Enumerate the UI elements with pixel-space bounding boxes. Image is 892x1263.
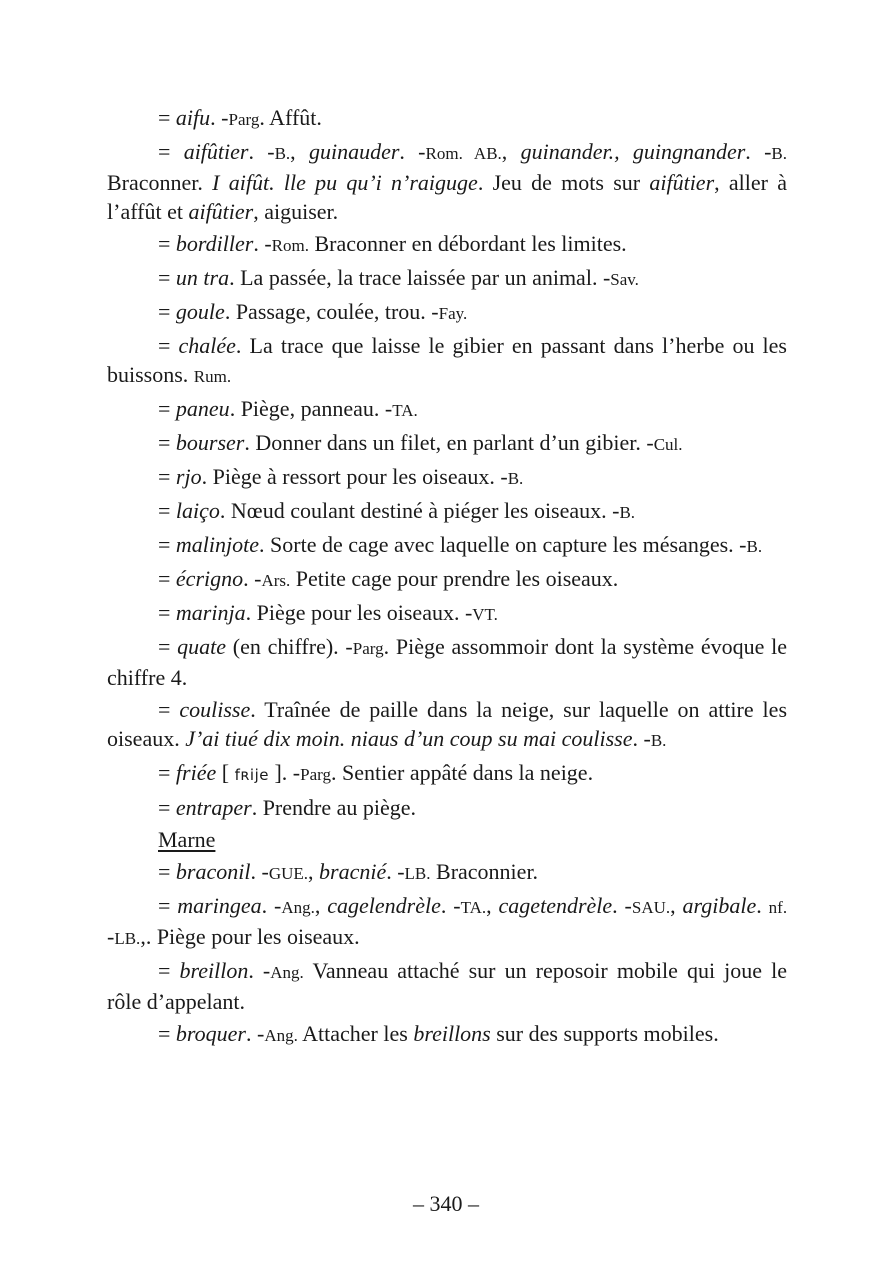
- headword-or-example: J’ai tiué dix moin. niaus d’un coup su mai coulisse: [185, 726, 633, 751]
- source-abbreviation: LB.: [114, 929, 141, 948]
- entry: [107, 103, 787, 134]
- entry: [107, 632, 787, 692]
- entry-text: ,: [308, 859, 320, 884]
- entry: [107, 758, 787, 790]
- headword-or-example: aifûtier: [188, 199, 254, 224]
- headword-or-example: bourser: [175, 430, 245, 455]
- entry-text: ,: [314, 893, 328, 918]
- section-heading-marne: [107, 825, 787, 854]
- entry-text: =: [158, 464, 176, 489]
- entry-text: . Piège assommoir dont la système évoque le chiffre 4.: [107, 634, 787, 690]
- headword-or-example: laiço: [175, 498, 220, 523]
- entry-text: , aiguiser.: [253, 199, 339, 224]
- entry-text: . -: [246, 1021, 265, 1046]
- entry-text: . -: [632, 726, 651, 751]
- headword-or-example: malinjote: [175, 532, 260, 557]
- entry: [107, 496, 787, 527]
- entry-text: =: [158, 396, 176, 421]
- page-number: – 340 –: [413, 1191, 479, 1216]
- entry: [107, 564, 787, 595]
- entry-text: . -: [248, 139, 275, 164]
- entry-text: =: [158, 893, 178, 918]
- entry-text: =: [158, 532, 176, 557]
- entry-text: ,: [290, 139, 309, 164]
- entry-text: Petite cage pour prendre les oiseaux.: [290, 566, 619, 591]
- entry-text: =: [158, 566, 176, 591]
- entry-text: . -: [261, 893, 282, 918]
- entry: [107, 530, 787, 561]
- entry-text: . Nœud coulant destiné à piéger les oiseaux. -: [219, 498, 620, 523]
- entry-text: =: [158, 760, 176, 785]
- headword-or-example: cagelendrèle: [327, 893, 441, 918]
- headword-or-example: friée: [175, 760, 217, 785]
- entry-text: . -: [243, 566, 262, 591]
- headword-or-example: broquer: [175, 1021, 246, 1046]
- headword-or-example: guinauder: [308, 139, 400, 164]
- entry-text: . Passage, coulée, trou. -: [224, 299, 439, 324]
- source-abbreviation: Sav.: [610, 270, 639, 289]
- source-abbreviation: TA.: [460, 898, 487, 917]
- source-abbreviation: Cul.: [653, 435, 683, 454]
- entry-text: =: [158, 1021, 176, 1046]
- source-abbreviation: SAU.: [631, 898, 671, 917]
- headword-or-example: I aifût. lle pu qu’i n’raiguge: [212, 170, 478, 195]
- entry-text: . -: [745, 139, 772, 164]
- entry-text: . -: [250, 859, 269, 884]
- entry-text: . Piège à ressort pour les oiseaux. -: [201, 464, 508, 489]
- entry: [107, 462, 787, 493]
- entry-text: [: [216, 760, 235, 785]
- entry-text: =: [158, 958, 180, 983]
- entry-text: . La trace que laisse le gibier en passant dans l’herbe ou les buissons.: [107, 333, 787, 387]
- entry-text: . Donner dans un filet, en parlant d’un gibier. -: [244, 430, 654, 455]
- entry-text: Vanneau attaché sur un reposoir mobile qui joue le rôle d’appelant.: [107, 958, 787, 1014]
- source-abbreviation: B.: [771, 144, 787, 163]
- entry-text: =: [158, 498, 176, 523]
- headword-or-example: maringea: [177, 893, 262, 918]
- entry-text: Braconnier.: [430, 859, 539, 884]
- source-abbreviation: B.: [274, 144, 291, 163]
- source-abbreviation: Ang.: [264, 1026, 298, 1045]
- headword-or-example: breillons: [413, 1021, 491, 1046]
- headword-or-example: cagetendrèle: [498, 893, 613, 918]
- source-abbreviation: nf.: [768, 898, 788, 917]
- entry-text: =: [158, 299, 176, 324]
- entry-text: =: [158, 859, 176, 884]
- source-abbreviation: Ang.: [281, 898, 315, 917]
- entry-text: . Sentier appâté dans la neige.: [331, 760, 594, 785]
- headword-or-example: aifûtier: [183, 139, 249, 164]
- source-abbreviation: Parg: [228, 110, 260, 129]
- entry-text: . Prendre au piège.: [251, 795, 417, 820]
- headword-or-example: bordiller: [175, 231, 254, 256]
- entry-text: . -: [253, 231, 272, 256]
- entry-text: . -: [612, 893, 632, 918]
- entry-text: . -: [440, 893, 461, 918]
- source-abbreviation: LB.: [404, 864, 431, 883]
- headword-or-example: guinander., guingnander: [520, 139, 746, 164]
- headword-or-example: paneu: [175, 396, 230, 421]
- entry-text: =: [158, 430, 176, 455]
- entry-text: Attacher les: [297, 1021, 414, 1046]
- entry-text: ]. -: [268, 760, 301, 785]
- entry: [107, 857, 787, 888]
- headword-or-example: écrigno: [175, 566, 244, 591]
- entry-text: =: [158, 333, 179, 358]
- source-abbreviation: Rum.: [193, 367, 232, 386]
- phonetic-transcription: fʀije: [234, 766, 269, 784]
- entry-text: . Affût.: [259, 105, 322, 130]
- entry-text: Braconner en débordant les limites.: [308, 231, 627, 256]
- dictionary-text: [107, 103, 787, 1050]
- entry-text: . Piège, panneau. -: [229, 396, 393, 421]
- entry: [107, 331, 787, 391]
- entry-text: ,. Piège pour les oiseaux.: [140, 924, 360, 949]
- source-abbreviation: Rom.: [271, 236, 309, 255]
- headword-or-example: chalée: [178, 333, 236, 358]
- entry-text: . Piège pour les oiseaux. -: [245, 600, 473, 625]
- entry: [107, 956, 787, 1016]
- headword-or-example: marinja: [175, 600, 246, 625]
- entry: [107, 428, 787, 459]
- headword-or-example: rjo: [175, 464, 202, 489]
- entry-text: . -: [248, 958, 271, 983]
- entry-text: sur des supports mobiles.: [490, 1021, 719, 1046]
- entry: [107, 229, 787, 260]
- source-abbreviation: VT.: [472, 605, 498, 624]
- entry-text: -: [107, 924, 115, 949]
- source-abbreviation: B.: [650, 731, 667, 750]
- entry-text: =: [158, 600, 176, 625]
- entry-text: . Sorte de cage avec laquelle on capture les mésanges. -: [259, 532, 747, 557]
- source-abbreviation: Parg: [352, 639, 384, 658]
- headword-or-example: aifûtier: [649, 170, 715, 195]
- entry: [107, 793, 787, 822]
- headword-or-example: un tra: [175, 265, 230, 290]
- entry: [107, 297, 787, 328]
- source-abbreviation: TA.: [392, 401, 418, 420]
- entry: [107, 263, 787, 294]
- headword-or-example: bracnié: [319, 859, 387, 884]
- entry-text: =: [158, 795, 176, 820]
- entry-text: Braconner.: [107, 170, 213, 195]
- source-abbreviation: B.: [507, 469, 524, 488]
- entry-text: ,: [670, 893, 683, 918]
- source-abbreviation: GUE.: [268, 864, 309, 883]
- source-abbreviation: Ang.: [270, 963, 304, 982]
- headword-or-example: breillon: [179, 958, 249, 983]
- source-abbreviation: B.: [619, 503, 636, 522]
- entry-text: . -: [386, 859, 405, 884]
- source-abbreviation: Rom. AB.: [425, 144, 502, 163]
- section-heading-text: Marne: [158, 827, 216, 852]
- entry-text: =: [158, 231, 176, 256]
- source-abbreviation: Parg: [300, 765, 331, 784]
- entry-text: (en chiffre). -: [226, 634, 353, 659]
- entry: [107, 394, 787, 425]
- headword-or-example: goule: [175, 299, 225, 324]
- entry-text: . La passée, la trace laissée par un animal. -: [229, 265, 611, 290]
- entry: [107, 137, 787, 226]
- entry: [107, 598, 787, 629]
- entry: [107, 1019, 787, 1050]
- headword-or-example: entraper: [175, 795, 252, 820]
- entry-text: =: [158, 634, 178, 659]
- entry: [107, 891, 787, 953]
- source-abbreviation: Fay.: [438, 304, 468, 323]
- headword-or-example: argibale: [682, 893, 757, 918]
- entry-text: , aller à l’affût et: [107, 170, 787, 224]
- entry-text: =: [158, 265, 176, 290]
- headword-or-example: quate: [177, 634, 227, 659]
- entry-text: ,: [501, 139, 521, 164]
- entry-text: . Traînée de paille dans la neige, sur laquelle on attire les oiseaux.: [107, 697, 787, 751]
- headword-or-example: aifu: [175, 105, 211, 130]
- entry-text: .: [756, 893, 769, 918]
- entry-text: =: [158, 105, 176, 130]
- headword-or-example: coulisse: [179, 697, 251, 722]
- entry-text: =: [158, 139, 184, 164]
- source-abbreviation: B.: [746, 537, 763, 556]
- entry-text: . Jeu de mots sur: [477, 170, 650, 195]
- headword-or-example: braconil: [175, 859, 251, 884]
- entry-text: . -: [399, 139, 426, 164]
- source-abbreviation: Ars.: [261, 571, 291, 590]
- entry: [107, 695, 787, 755]
- entry-text: =: [158, 697, 180, 722]
- entry-text: ,: [486, 893, 499, 918]
- entry-text: . -: [210, 105, 229, 130]
